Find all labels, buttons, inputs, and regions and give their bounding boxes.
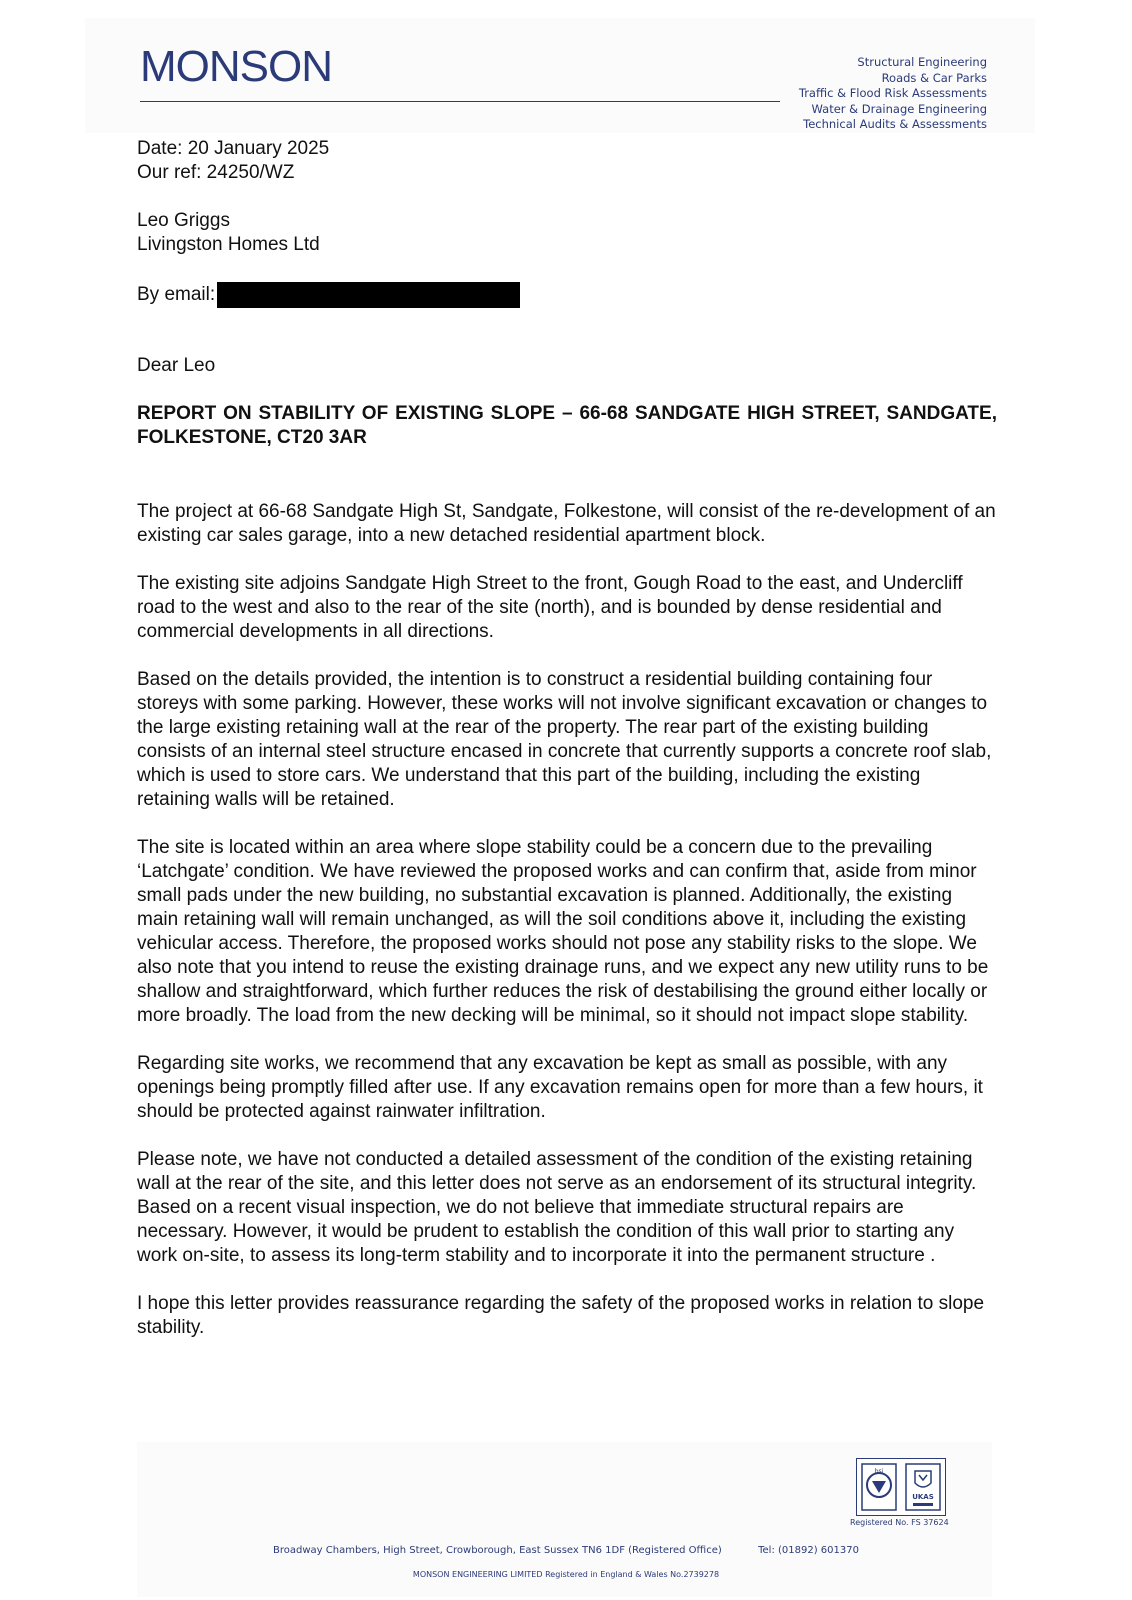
subject-heading: REPORT ON STABILITY OF EXISTING SLOPE – 66-68 SANDGATE HIGH STREET, SANDGATE, FOLKESTONE, CT20 3AR <box>137 403 997 448</box>
company-logo: MONSON <box>140 42 332 91</box>
service-item: Traffic & Flood Risk Assessments <box>798 86 987 100</box>
registered-office-address: Broadway Chambers, High Street, Crowborough, East Sussex TN6 1DF (Registered Office) <box>273 1545 722 1556</box>
letter-body <box>137 500 997 1364</box>
service-item: Technical Audits & Assessments <box>803 117 987 131</box>
telephone-number: Tel: (01892) 601370 <box>758 1545 859 1556</box>
services-list <box>799 55 987 133</box>
letterhead-rule <box>140 101 780 102</box>
registration-number: Registered No. FS 37624 <box>850 1518 949 1527</box>
certification-marks <box>856 1458 946 1516</box>
letter-meta <box>137 137 329 185</box>
service-item: Roads & Car Parks <box>881 70 987 85</box>
body-paragraph: Regarding site works, we recommend that any excavation be kept as small as possible, with any openings being promptly filled after use. If any excavation remains open for more than a few hours, it should be protected against rainwater infiltration. <box>137 1053 983 1122</box>
body-paragraph: I hope this letter provides reassurance regarding the safety of the proposed works in relation to slope stability. <box>137 1293 985 1338</box>
bsi-mark-text: bsi <box>874 1468 884 1475</box>
salutation: Dear Leo <box>137 355 216 376</box>
body-paragraph: Please note, we have not conducted a detailed assessment of the condition of the existing retaining wall at the rear of the site, and this letter does not serve as an endorsement of its structural integrity. Based on a recent visual inspection, we do not believe that immediate structural repairs are necessary. However, it would be prudent to establish the condition of this wall prior to starting any work on-site, to assess its long-term stability and to incorporate it into the permanent structure . <box>137 1149 977 1266</box>
body-paragraph: The existing site adjoins Sandgate High Street to the front, Gough Road to the east, and Undercliff road to the west and also to the rear of the site (north), and is bounded by dense residential and commercial developments in all directions. <box>137 573 963 642</box>
body-paragraph: Based on the details provided, the intention is to construct a residential building containing four storeys with some parking. However, these works will not involve significant excavation or changes to the large existing retaining wall at the rear of the property. The rear part of the existing building consists of an internal steel structure encased in concrete that currently supports a concrete roof slab, which is used to store cars. We understand that this part of the building, including the existing retaining walls will be retained. <box>137 669 992 810</box>
recipient-block <box>137 209 320 257</box>
body-paragraph: The site is located within an area where slope stability could be a concern due to the prevailing ‘Latchgate’ condition. We have reviewed the proposed works and can confirm that, aside from minor small pads under the new building, no substantial excavation is planned. Additionally, the existing main retaining wall will remain unchanged, as will the soil conditions above it, including the existing vehicular access. Therefore, the proposed works should not pose any stability risks to the slope. We also note that you intend to reuse the existing drainage runs, and we expect any new utility runs to be shallow and straightforward, which further reduces the risk of destabilising the ground either locally or more broadly. The load from the new decking will be minimal, so it should not impact slope stability. <box>137 837 989 1026</box>
body-paragraph: The project at 66-68 Sandgate High St, Sandgate, Folkestone, will consist of the re-development of an existing car sales garage, into a new detached residential apartment block. <box>137 501 996 546</box>
recipient-company: Livingston Homes Ltd <box>137 234 320 255</box>
recipient-name: Leo Griggs <box>137 210 230 231</box>
ukas-certification-icon <box>905 1463 941 1511</box>
letter-date: Date: 20 January 2025 <box>137 138 330 159</box>
redacted-email <box>217 282 520 308</box>
service-item: Structural Engineering <box>857 55 987 69</box>
letter-reference: Our ref: 24250/WZ <box>137 162 295 183</box>
ukas-mark-text: UKAS <box>912 1493 934 1501</box>
email-label: By email: <box>137 284 216 305</box>
footer-address-line <box>0 1545 1132 1556</box>
company-registration: MONSON ENGINEERING LIMITED Registered in England & Wales No.2739278 <box>412 1570 720 1579</box>
email-line <box>137 282 520 308</box>
bsi-certification-icon <box>861 1463 897 1511</box>
service-item: Water & Drainage Engineering <box>811 101 987 116</box>
